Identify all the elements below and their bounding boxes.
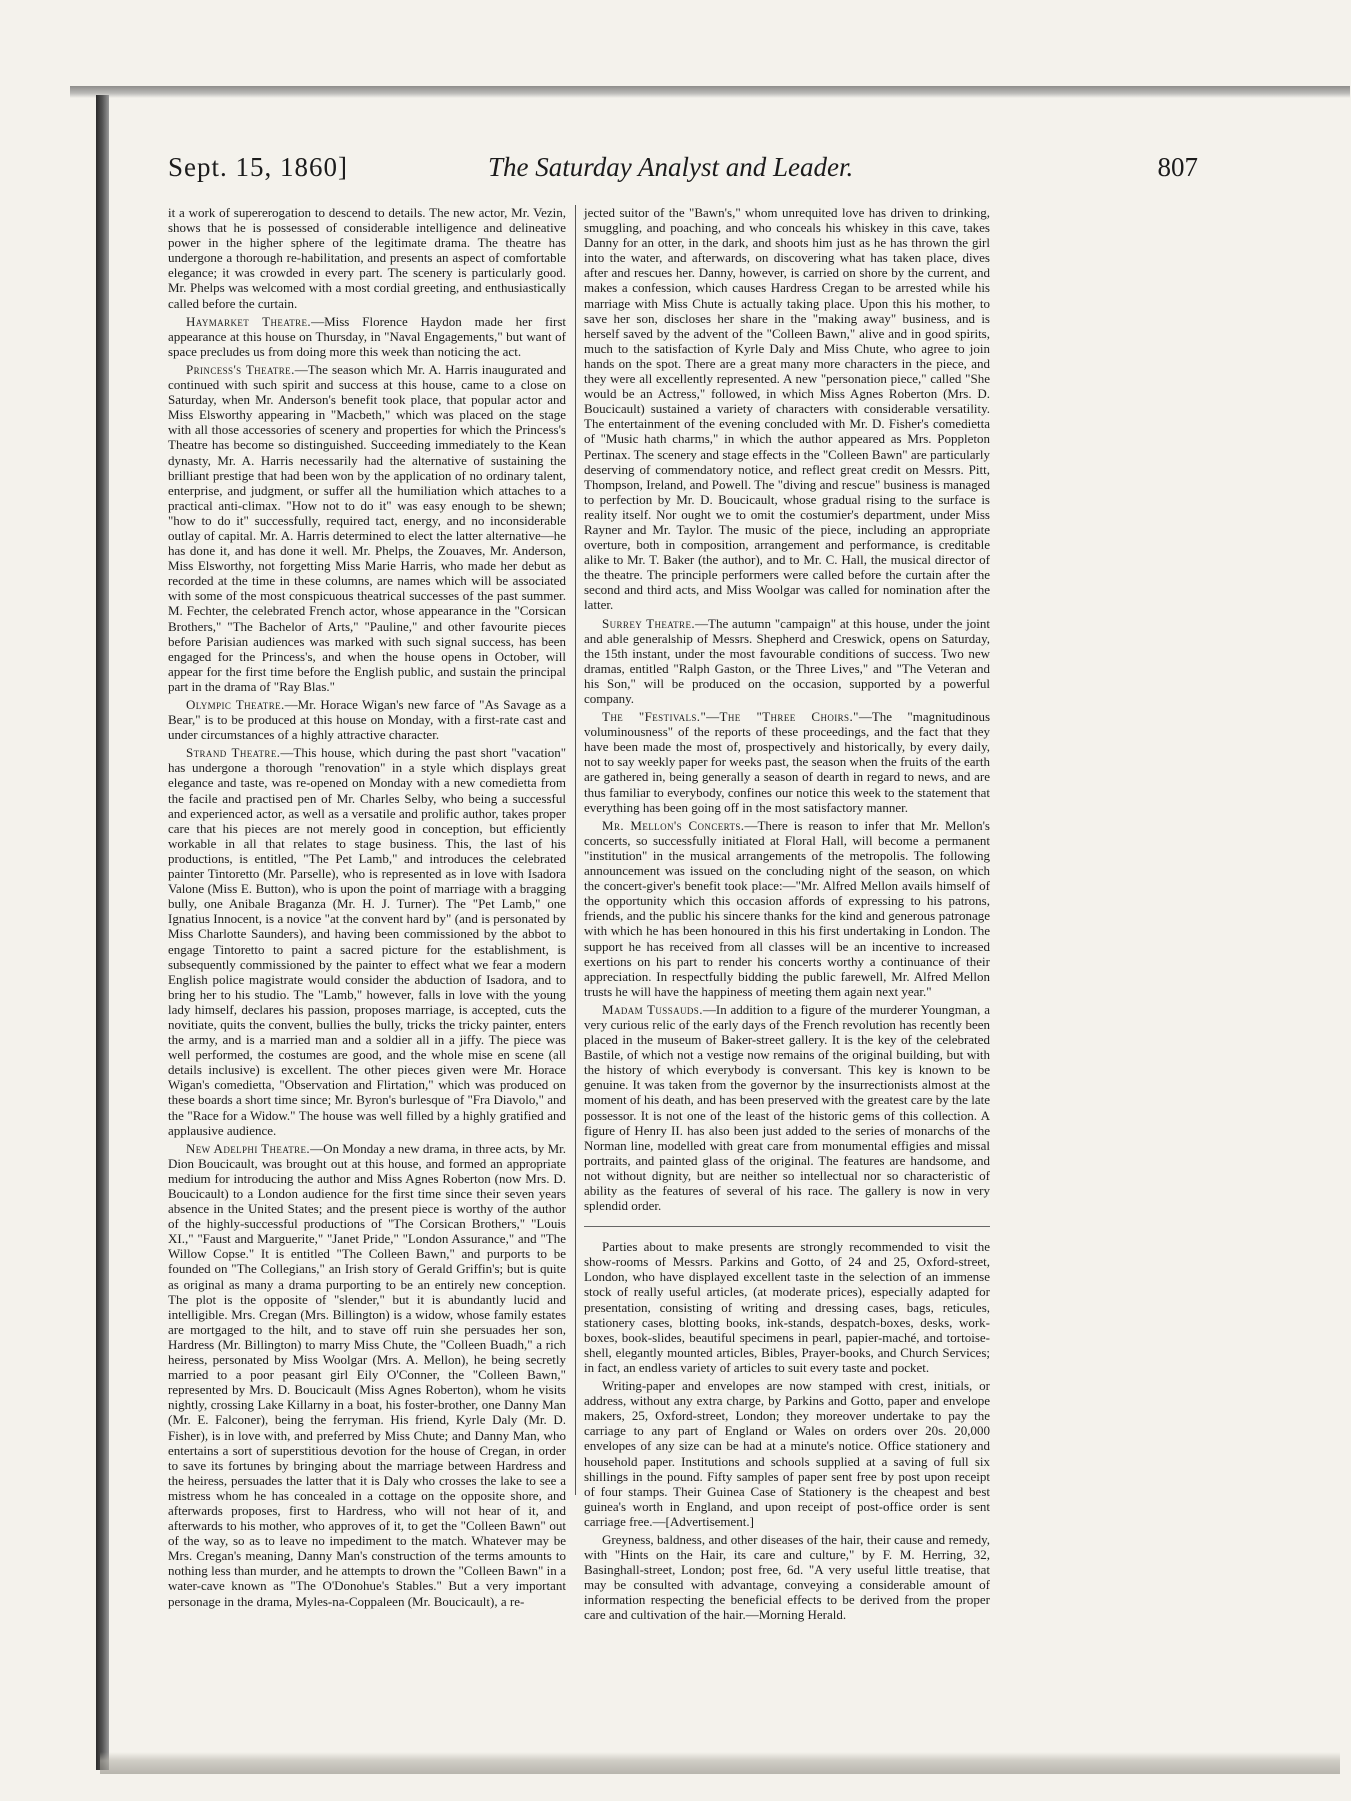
article-olympic-theatre: Olympic Theatre.—Mr. Horace Wigan's new farce of "As Savage as a Bear," is to be produced at this house on Monday, with a first-rate cast and under circumstances of a highly attractive character. xyxy=(168,697,566,743)
advert-writing-paper: Writing-paper and envelopes are now stamped with crest, initials, or address, without any extra charge, by Parkins and Gotto, paper and envelope makers, 25, Oxford-street, London; they moreover undertake to pay the carriage to any part of England or Wales on orders over 20s. 20,000 envelopes of any size can be had at a minute's notice. Office stationery and household paper. Institutions and schools supplied at a saving of full six shillings in the pound. Fifty samples of paper sent free by post upon receipt of four stamps. Their Guinea Case of Stationery is the cheapest and best guinea's worth in England, and upon receipt of post-office order is sent carriage free.—[Advertisement.] xyxy=(584,1378,990,1529)
advert-parkins-gotto-presents: Parties about to make presents are strongly recommended to visit the show-rooms of Messrs. Parkins and Gotto, of 24 and 25, Oxford-street, London, who have displayed excellent taste in the selection of an immense stock of really useful articles, (at moderate prices), especially adapted for presentation, consisting of writing and dressing cases, bags, reticules, stationery cases, blotting books, ink-stands, despatch-boxes, desks, work-boxes, book-slides, beautiful specimens in pearl, papier-maché, and tortoise-shell, elegantly mounted articles, Bibles, Prayer-books, and Church Services; in fact, an endless variety of articles to suit every taste and pocket. xyxy=(584,1239,990,1375)
section-heading: Princess's Theatre. xyxy=(186,361,295,377)
page-header xyxy=(168,146,1198,186)
section-heading: The "Festivals."—The "Three Choirs." xyxy=(602,709,859,725)
article-paragraph: it a work of supererogation to descend to details. The new actor, Mr. Vezin, shows that he is possessed of considerable intelligence and delineative power in the higher sphere of the legitimate drama. The theatre has undergone a thorough re-habilitation, and presents an aspect of comfortable elegance; it was crowded in every part. The scenery is particularly good. Mr. Phelps was welcomed with a most cordial greeting, and enthusiastically called before the curtain. xyxy=(168,205,566,311)
article-mellon-concerts: Mr. Mellon's Concerts.—There is reason to infer that Mr. Mellon's concerts, so successfully initiated at Floral Hall, will become a permanent "institution" in the musical arrangements of the metropolis. The following announcement was issued on the concluding night of the season, on which the concert-giver's benefit took place:—"Mr. Alfred Mellon avails himself of the opportunity which this occasion affords of expressing to his patrons, friends, and the public his sincere thanks for the kind and generous patronage with which he has been honoured in this his first undertaking in London. The support he has received from all classes will be an incentive to increased exertions on his part to render his concerts worthy a continuance of their appreciation. In respectfully bidding the public farewell, Mr. Alfred Mellon trusts he will have the happiness of meeting them again next year." xyxy=(584,817,990,999)
section-heading: Strand Theatre. xyxy=(186,745,281,761)
article-paragraph: jected suitor of the "Bawn's," whom unrequited love has driven to drinking, smuggling, and poaching, and who conceals his whiskey in this cave, takes Danny for an otter, in the dark, and shoots him just as he has thrown the girl into the water, and afterwards, on discovering what has taken place, dives after and rescues her. Danny, however, is carried on shore by the current, and makes a confession, which causes Hardress Cregan to be arrested while his marriage with Miss Chute is actually taking place. Upon this his mother, to save her son, discloses her share in the "making away" business, and is herself saved by the advent of the "Colleen Bawn," alive and in good spirits, much to the satisfaction of Kyrle Daly and Miss Chute, who agree to join hands on the spot. There are a great many more characters in the piece, and they were all excellently represented. A new "personation piece," called "She would be an Actress," followed, in which Miss Agnes Roberton (Mrs. D. Boucicault) sustained a variety of characters with considerable versatility. The entertainment of the evening concluded with Mr. D. Fisher's comedietta of "Music hath charms," in which the author appeared as Mrs. Poppleton Pertinax. The scenery and stage effects in the "Colleen Bawn" are particularly deserving of commendatory notice, and reflect great credit on Messrs. Pitt, Thompson, Ireland, and Powell. The "diving and rescue" business is managed to perfection by Mr. D. Boucicault, whose gradual rising to the surface is reality itself. Nor ought we to omit the costumier's department, under Miss Rayner and Mr. Taylor. The music of the piece, including an appropriate overture, both in composition, arrangement and performance, is creditable alike to Mr. T. Baker (the author), and to Mr. C. Hall, the musical director of the theatre. The principle performers were called before the curtain after the second and third acts, and Miss Woolgar was called for nomination after the latter. xyxy=(584,205,990,613)
section-separator xyxy=(584,1226,990,1227)
article-strand-theatre: Strand Theatre.—This house, which during the past short "vacation" has undergone a thorough "renovation" in a style which displays great elegance and taste, was re-opened on Monday with a new comedietta from the facile and practised pen of Mr. Charles Selby, who being a successful and experienced actor, as well as a versatile and prolific author, takes proper care that his pieces are not merely good in conception, but efficiently workable in all that relates to stage business. This, the last of his productions, is entitled, "The Pet Lamb," and introduces the celebrated painter Tintoretto (Mr. Parselle), who is represented as in love with Isadora Valone (Miss E. Button), who is upon the point of marriage with a bragging bully, one Anibale Braganza (Mr. H. J. Turner). The "Pet Lamb," one Ignatius Innocent, is a novice "at the convent hard by" (and is personated by Miss Charlotte Saunders), and having been commissioned by the abbot to engage Tintoretto to paint a sacred picture for the establishment, is subsequently commissioned by the painter to effect what we fear a modern English police magistrate would consider the abduction of Isadora, and to bring her to his studio. The "Lamb," however, falls in love with the young lady himself, declares his passion, proposes marriage, is accepted, cuts the novitiate, quits the convent, bullies the bully, tricks the tricky painter, enters the army, and is a married man and a soldier all in a jiffy. The piece was well performed, the costumes are good, and the whole mise en scene (all details inclusive) is excellent. The other pieces given were Mr. Horace Wigan's comedietta, "Observation and Flirtation," which was produced on these boards a short time since; Mr. Byron's burlesque of "Fra Diavolo," and the "Race for a Widow." The house was well filled by a highly gratified and applausive audience. xyxy=(168,745,567,1138)
article-new-adelphi-theatre: New Adelphi Theatre.—On Monday a new drama, in three acts, by Mr. Dion Boucicault, was brought out at this house, and formed an appropriate medium for introducing the author and Miss Agnes Roberton (now Mrs. D. Boucicault) to a London audience for the first time since their seven years absence in the United States; and the present piece is worthy of the author of the highly-successful productions of "The Corsican Brothers," "Louis XI.," "Faust and Marguerite," "Janet Pride," "London Assurance," and "The Willow Copse." It is entitled "The Colleen Bawn," and purports to be founded on "The Collegians," an Irish story of Gerald Griffin's; but is quite as original as many a drama purporting to be an entirely new conception. The plot is the opposite of "slender," but it is abundantly lucid and intelligible. Mrs. Cregan (Mrs. Billington) is a widow, whose family estates are mortgaged to the hilt, and to stave off ruin she persuades her son, Hardress (Mr. Billington) to marry Miss Chute, the "Colleen Buadh," a rich heiress, personated by Miss Woolgar (Mrs. A. Mellon), he being secretly married to a poor peasant girl Eily O'Conner, the "Colleen Bawn," represented by Mrs. D. Boucicault (Miss Agnes Roberton), whom he visits nightly, crossing Lake Killarny in a boat, his foster-brother, one Danny Man (Mr. E. Falconer), being the ferryman. His friend, Kyrle Daly (Mr. D. Fisher), is in love with, and preferred by Miss Chute; and Danny Man, who entertains a sort of superstitious devotion for the house of Cregan, in order to save its fortunes by bringing about the marriage between Hardress and the heiress, persuades the latter that it is Daly who crosses the lake to see a mistress whom he has concealed in a cottage on the opposite shore, and afterwards proposes, first to Hardress, who will not hear of it, and afterwards to his mother, who approves of it, to get the "Colleen Bawn" out of the way, so as to leave no impediment to the match. Whatever may be Mrs. Cregan's meaning, Danny Man's construction of the terms amounts to nothing less than murder, and he attempts to drown the "Colleen Bawn" in a water-cave known as "The O'Donohue's Stables." But a very important personage in the drama, Myles-na-Coppaleen (Mr. Boucicault), a re- xyxy=(168,1140,566,1609)
section-heading: Olympic Theatre. xyxy=(186,697,285,712)
left-column xyxy=(168,205,566,1612)
header-date: Sept. 15, 1860] xyxy=(168,152,348,182)
column-divider xyxy=(575,205,576,1495)
advert-hair-treatise: Greyness, baldness, and other diseases of the hair, their cause and remedy, with "Hints on the Hair, its care and culture," by F. M. Herring, 32, Basinghall-street, London; post free, 6d. "A very useful little treatise, that may be consulted with advantage, conveying a considerable amount of information respecting the beneficial effects to be derived from the proper care and cultivation of the hair.—Morning Herald. xyxy=(584,1531,990,1623)
section-heading: New Adelphi Theatre. xyxy=(186,1140,311,1156)
binding-shadow-bottom xyxy=(100,1752,1340,1774)
binding-shadow-top xyxy=(70,86,1350,98)
binding-shadow-left xyxy=(96,95,109,1770)
section-heading: Surrey Theatre. xyxy=(602,615,696,631)
article-surrey-theatre: Surrey Theatre.—The autumn "campaign" at this house, under the joint and able generalship of Messrs. Shepherd and Creswick, opens on Saturday, the 15th instant, under the most favourable conditions of success. Two new dramas, entitled "Ralph Gaston, or the Three Lives," and "The Veteran and his Son," will be produced on the occasion, supported by a powerful company. xyxy=(584,615,990,706)
page-number: 807 xyxy=(1157,152,1198,182)
article-haymarket-theatre: Haymarket Theatre.—Miss Florence Haydon made her first appearance at this house on Thursday, in "Naval Engagements," but want of space precludes us from doing more this week than noticing the act. xyxy=(168,313,566,359)
article-madam-tussauds: Madam Tussauds.—In addition to a figure of the murderer Youngman, a very curious relic of the early days of the French revolution has recently been placed in the museum of Baker-street gallery. It is the key of the celebrated Bastile, of which not a vestige now remains of the original building, but with the history of which everybody is conversant. This key is known to be genuine. It was taken from the governor by the insurrectionists almost at the moment of his death, and has been preserved with the greatest care by the late possessor. It is not one of the least of the historic gems of this collection. A figure of Henry II. has also been just added to the series of monarchs of the Norman line, modelled with great care from monumental effigies and missal portraits, and painted glass of the original. The features are handsome, and not without dignity, but are neither so intellectual nor so characteristic of ability as the features of several of his race. The gallery is now in very splendid order. xyxy=(584,1001,990,1214)
article-festivals: The "Festivals."—The "Three Choirs."—The "magnitudinous voluminousness" of the reports of these proceedings, and the fact that they have been made the most of, prospectively and historically, by every daily, not to say weekly paper for weeks past, the season when the fruits of the earth are gathered in, being generally a season of dearth in regard to news, and are thus familiar to everybody, confines our notice this week to the statement that everything has been going off in the most satisfactory manner. xyxy=(584,709,991,815)
right-column xyxy=(584,205,990,1626)
section-heading: Madam Tussauds. xyxy=(602,1001,703,1017)
section-heading: Haymarket Theatre. xyxy=(186,313,312,329)
article-princess-theatre: Princess's Theatre.—The season which Mr. A. Harris inaugurated and continued with such spirit and success at this house, came to a close on Saturday, when Mr. Anderson's benefit took place, that popular actor and Miss Elsworthy appearing in "Macbeth," which was placed on the stage with all those accessories of scenery and properties for which the Princess's Theatre has become so distinguished. Succeeding immediately to the Kean dynasty, Mr. A. Harris necessarily had the alternative of sustaining the brilliant prestige that had been won by the application of no ordinary talent, enterprise, and judgment, or suffer all the humiliation which attaches to a practical anti-climax. "How not to do it" was easy enough to be shewn; "how to do it" successfully, required tact, energy, and no inconsiderable outlay of capital. Mr. A. Harris determined to elect the latter alternative—he has done it, and has done it well. Mr. Phelps, the Zouaves, Mr. Anderson, Miss Elsworthy, not forgetting Miss Marie Harris, who made her debut as recorded at the time in these columns, are names which will be associated with some of the most conspicuous theatrical successes of the past summer. M. Fechter, the celebrated French actor, whose appearance in the "Corsican Brothers," "The Bachelor of Arts," "Pauline," and other favourite pieces before Parisian audiences was marked with such signal success, has been engaged for the Princess's, and when the house opens in October, will appear for the first time before the English public, and sustain the principal part in the drama of "Ray Blas." xyxy=(168,361,566,694)
header-title: The Saturday Analyst and Leader. xyxy=(488,152,854,182)
section-heading: Mr. Mellon's Concerts. xyxy=(602,817,745,833)
